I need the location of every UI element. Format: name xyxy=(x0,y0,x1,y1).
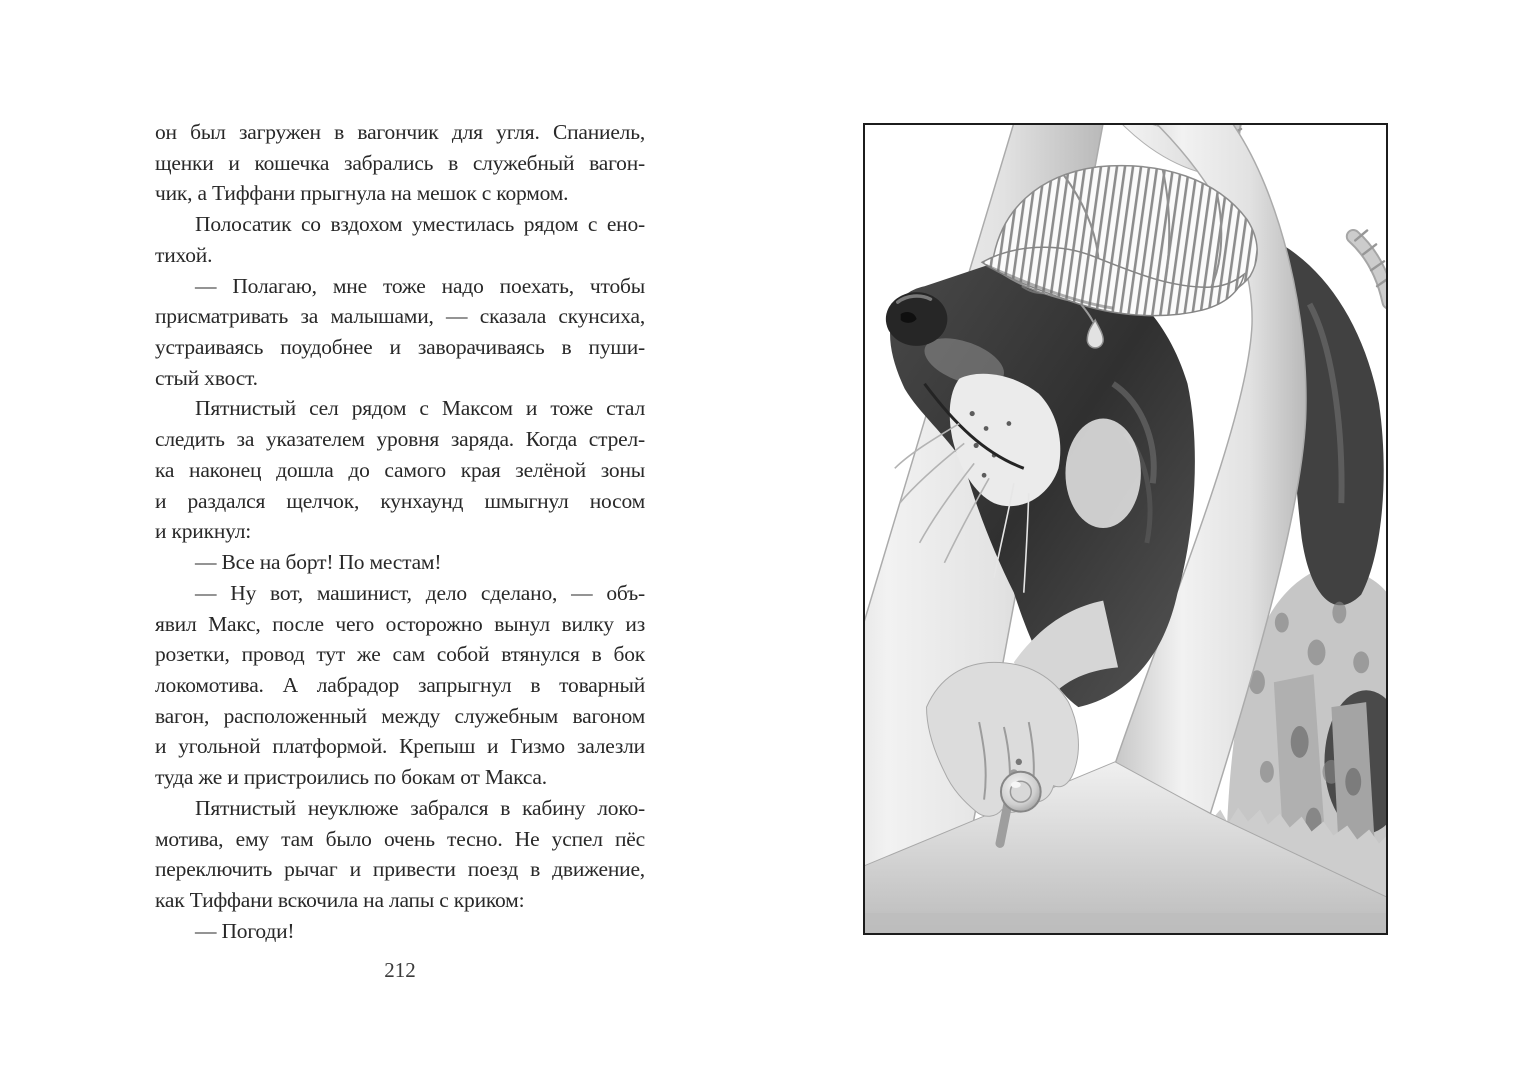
text-line: устраиваясь поудобнее и заворачиваясь в пуши- xyxy=(155,335,645,360)
text-line: вагон, расположенный между служебным вагоном xyxy=(155,703,645,728)
text-line: он был загружен в вагончик для угля. Спаниель, xyxy=(155,120,645,144)
text-line: и угольной платформой. Крепыш и Гизмо залезли xyxy=(155,734,645,759)
text-line: туда же и пристроились по бокам от Макса. xyxy=(155,765,547,790)
text-line: Полосатик со вздохом уместилась рядом с ено- xyxy=(195,212,645,237)
text-line: локомотива. А лабрадор запрыгнул в товарный xyxy=(155,672,645,697)
text-line: щенки и кошечка забрались в служебный вагон- xyxy=(155,150,645,175)
text-line: присматривать за малышами, — сказала скунсиха, xyxy=(155,304,645,329)
text-line: Пятнистый сел рядом с Максом и тоже стал xyxy=(195,396,645,421)
text-line: как Тиффани вскочила на лапы с криком: xyxy=(155,887,525,912)
text-line: явил Макс, после чего осторожно вынул вилку из xyxy=(155,611,645,636)
text-line: — Полагаю, мне тоже надо поехать, чтобы xyxy=(195,273,645,298)
text-line: и крикнул: xyxy=(155,519,252,544)
text-line: ка наконец дошла до самого края зелёной зоны xyxy=(155,457,645,482)
text-line: — Погоди! xyxy=(195,918,295,943)
text-line: чик, а Тиффани прыгнула на мешок с кормом. xyxy=(155,181,569,206)
nose xyxy=(886,292,948,346)
text-line: — Ну вот, машинист, дело сделано, — объ- xyxy=(195,580,645,605)
text-line: — Все на борт! По местам! xyxy=(195,550,442,575)
sill-shadow-band xyxy=(865,913,1386,933)
dog-engineer-illustration xyxy=(865,125,1386,933)
text-line: стый хвост. xyxy=(155,365,258,390)
text-line: переключить рычаг и привести поезд в движение, xyxy=(155,857,645,882)
text-line: Пятнистый неуклюже забрался в кабину локо- xyxy=(195,795,645,820)
illustration-frame xyxy=(863,123,1388,935)
text-line: следить за указателем уровня заряда. Когда стрел- xyxy=(155,427,645,452)
text-line: мотива, ему там было очень тесно. Не успел пёс xyxy=(155,826,645,851)
chest-patch xyxy=(1065,419,1140,528)
text-line: и раздался щелчок, кунхаунд шмыгнул носом xyxy=(155,488,645,513)
text-line: розетки, провод тут же сам собой втянулся в бок xyxy=(155,642,645,667)
page-number: 212 xyxy=(384,958,416,982)
text-line: тихой. xyxy=(155,242,213,267)
text-block xyxy=(155,117,645,946)
